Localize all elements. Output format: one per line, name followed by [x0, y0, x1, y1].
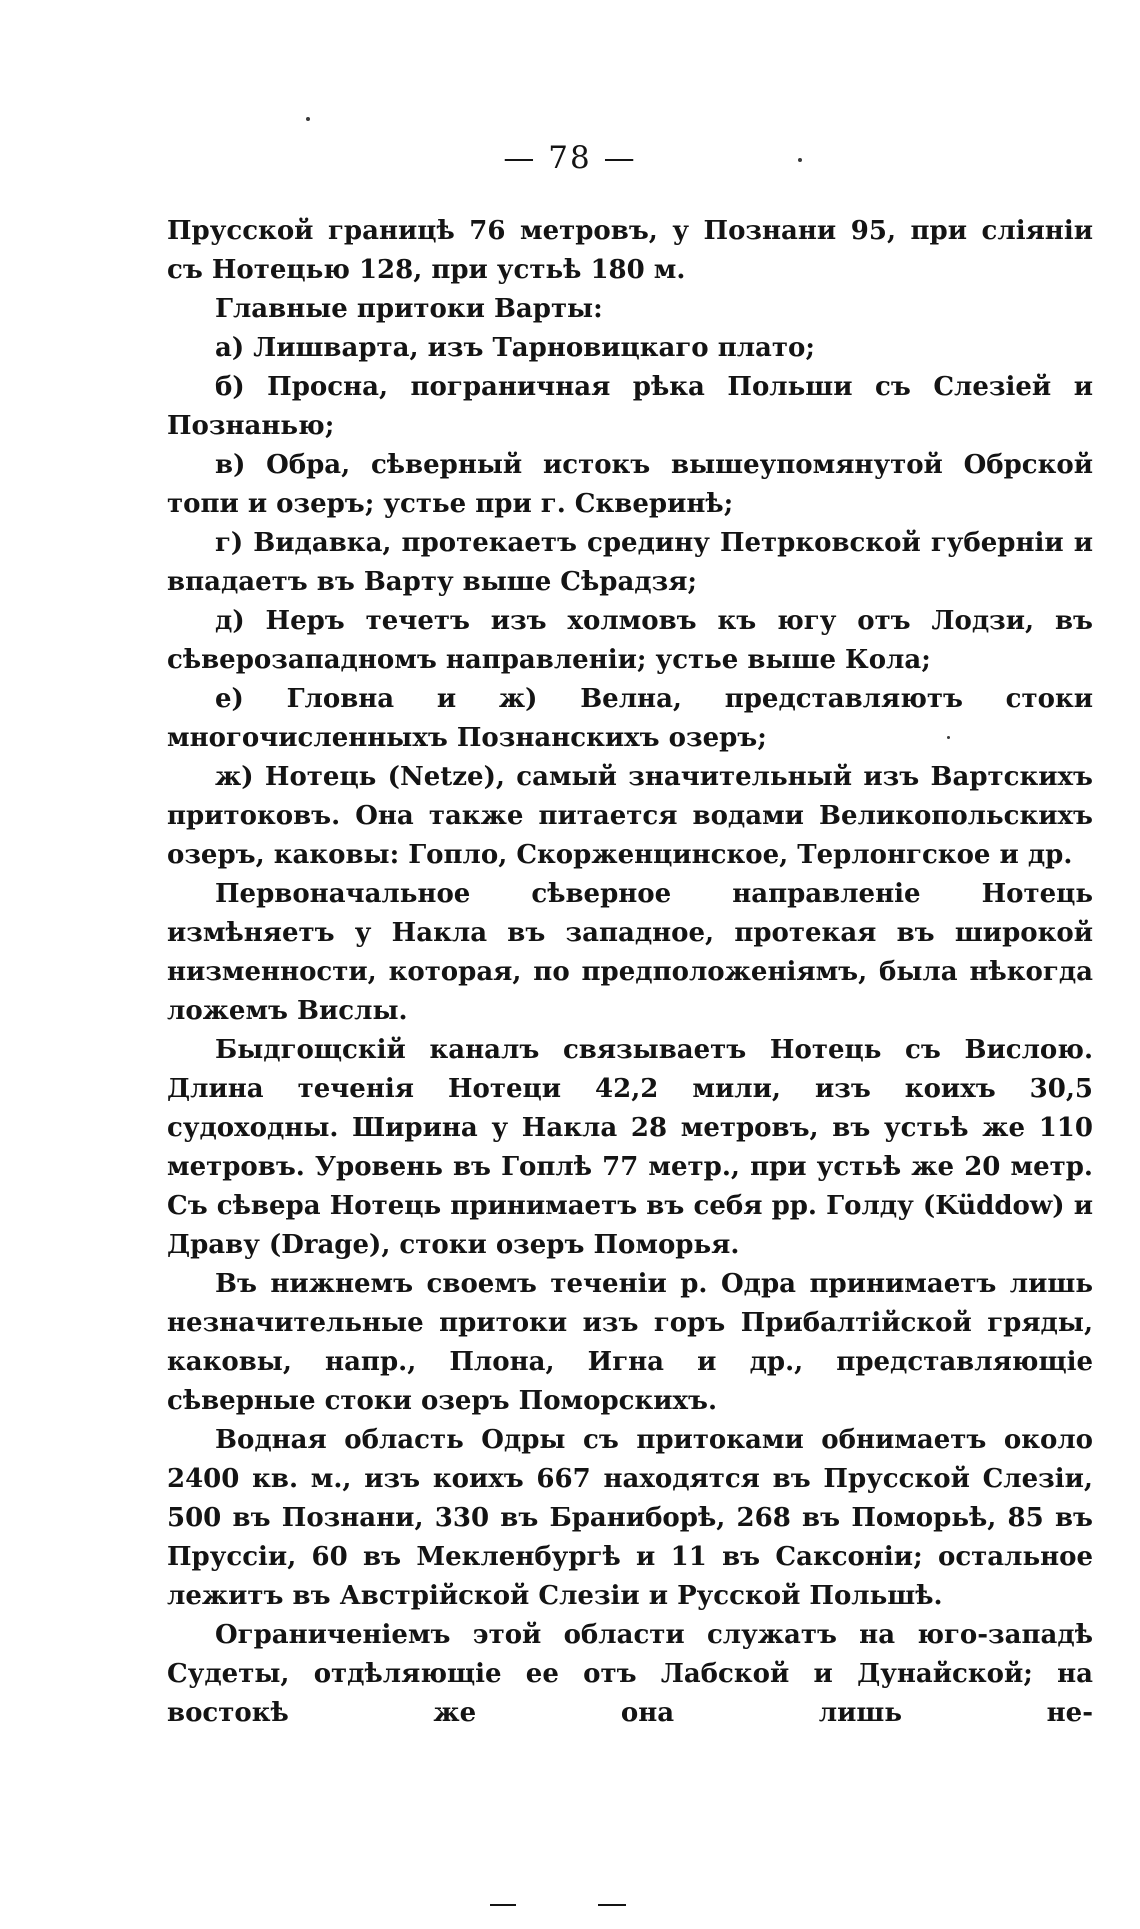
- paragraph-bydgoszcz-canal: Быдгощскій каналъ связываетъ Нотець съ Вислою. Длина теченія Нотеци 42,2 мили, изъ коихъ 30,5 судоходны. Ширина у Накла 28 метровъ, въ устьѣ же 110 метровъ. Уровень въ Гоплѣ 77 метр., при устьѣ же 20 метр. Съ сѣвера Нотець принимаетъ въ себя рр. Голду (Küddow) и Драву (Drage), стоки озеръ Поморья.: [167, 1035, 1093, 1260]
- list-item-v: в) Обра, сѣверный истокъ вышеупомянутой Обрской топи и озеръ; устье при г. Скверинѣ;: [167, 450, 1093, 519]
- print-speck: [306, 117, 310, 121]
- paragraph-notec-direction: Первоначальное сѣверное направленіе Нотець измѣняетъ у Накла въ западное, протекая въ широкой низменности, которая, по предположеніямъ, была нѣкогда ложемъ Вислы.: [167, 879, 1093, 1026]
- paragraph-continuation: Прусской границѣ 76 метровъ, у Познани 95, при сліяніи съ Нотецью 128, при устьѣ 180 м.: [167, 216, 1093, 285]
- page-number: — 78 —: [503, 140, 637, 176]
- body-text: [167, 212, 1093, 1733]
- list-item-a: а) Лишварта, изъ Тарновицкаго плато;: [215, 333, 815, 363]
- paragraph-lower-oder: Въ нижнемъ своемъ теченіи р. Одра принимаетъ лишь незначительные притоки изъ горъ Прибалтійской гряды, каковы, напр., Плона, Игна и др., представляющіе сѣверные стоки озеръ Поморскихъ.: [167, 1269, 1093, 1416]
- list-item-g: г) Видавка, протекаетъ средину Петрковской губерніи и впадаетъ въ Варту выше Сѣрадзя;: [167, 528, 1093, 597]
- paragraph-basin-boundaries: Ограниченіемъ этой области служатъ на юго-западѣ Судеты, отдѣляющіе ее отъ Лабской и Дунайской; на востокѣ же она лишь не-: [167, 1620, 1093, 1728]
- list-item-d: д) Неръ течетъ изъ холмовъ къ югу отъ Лодзи, въ сѣверозападномъ направленіи; устье выше Кола;: [167, 606, 1093, 675]
- list-item-zh: ж) Нотець (Netze), самый значительный изъ Вартскихъ притоковъ. Она также питается водами Великопольскихъ озеръ, каковы: Гопло, Скорженцинское, Терлонгское и др.: [167, 762, 1093, 870]
- paragraph-tributaries-heading: Главные притоки Варты:: [215, 294, 603, 324]
- print-speck: [798, 158, 802, 162]
- footer-mark-left: [490, 1904, 516, 1906]
- paragraph-oder-basin-area: Водная область Одры съ притоками обнимаетъ около 2400 кв. м., изъ коихъ 667 находятся въ Прусской Слезіи, 500 въ Познани, 330 въ Бранибopѣ, 268 въ Поморьѣ, 85 въ Пруссіи, 60 въ Мекленбургѣ и 11 въ Саксоніи; остальное лежитъ въ Австрійской Слезіи и Русской Польшѣ.: [167, 1425, 1093, 1611]
- print-speck: [947, 736, 950, 739]
- list-item-b: б) Просна, пограничная рѣка Польши съ Слезіей и Познанью;: [167, 372, 1093, 441]
- list-item-e: е) Гловна и ж) Велна, представляютъ стоки многочисленныхъ Познанскихъ озеръ;: [167, 684, 1093, 753]
- footer-mark-right: [598, 1904, 626, 1906]
